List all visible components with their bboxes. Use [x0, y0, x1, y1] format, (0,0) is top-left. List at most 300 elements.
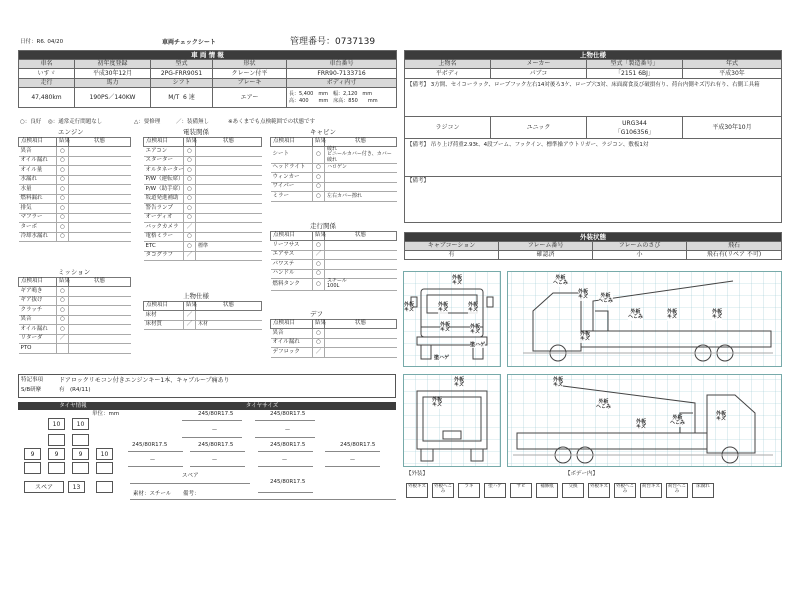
vi-header: 車台番号 [287, 60, 397, 69]
diff-title: デフ [310, 310, 323, 318]
check-item-state [69, 166, 131, 176]
cab-caution: 有 [405, 251, 499, 260]
damage-outer: 外板 [432, 397, 443, 403]
shift-type: M/T [168, 93, 180, 101]
damage-outer: 外板 [553, 377, 564, 383]
check-item-state [325, 182, 397, 192]
check-item-result: ○ [57, 325, 69, 335]
diff-section [270, 310, 396, 358]
check-item-name: スターター [144, 156, 184, 166]
damage-outer: 外板 [555, 275, 566, 281]
damage-scratch: キズ [438, 307, 448, 314]
check-item-result: ○ [57, 296, 69, 306]
check-item-state [196, 194, 262, 204]
tire-slot [48, 434, 65, 446]
check-item-name: シート [271, 147, 313, 164]
tire-slot [72, 434, 89, 446]
damage-paint-peel: 塗ハゲ [434, 355, 450, 361]
check-row [19, 325, 131, 335]
check-row [271, 260, 397, 270]
damage-label [440, 323, 450, 334]
check-item-name: 燃料漏れ [19, 194, 57, 204]
check-item-state [196, 251, 262, 261]
check-item-name: 電格ミラー [144, 232, 184, 242]
check-item-name: 床材 [144, 311, 184, 321]
damage-outer: 外板 [438, 302, 449, 308]
check-item-state [69, 325, 131, 335]
check-header-state: 状態 [325, 232, 397, 241]
upper-body-title: 上物仕様 [405, 51, 782, 60]
check-item-name: リーフサス [271, 241, 313, 251]
damage-label [553, 276, 568, 287]
check-row [144, 194, 262, 204]
damage-scratch: キズ [553, 382, 563, 389]
management-number [290, 38, 375, 47]
engine-table [18, 137, 131, 242]
check-item-state: スチール 100L [325, 279, 397, 291]
tire-size-r3: 245/80R17.5 [270, 442, 306, 448]
vi-header: ボディ内寸 [287, 79, 397, 88]
tire-unit: 単位：mm [92, 411, 120, 417]
check-item-state [325, 173, 397, 183]
check-item-name: クラッチ [19, 306, 57, 316]
legend-box: 外板キズ [406, 483, 428, 498]
check-item-name: オイル漏れ [19, 156, 57, 166]
tire-line [182, 420, 242, 421]
shift [151, 88, 213, 108]
damage-outer: 外板 [404, 302, 415, 308]
check-item-name: デフロック [271, 348, 313, 358]
body-shape: クレーン付平 [213, 69, 287, 79]
tire-size-r4: 245/80R17.5 [340, 442, 376, 448]
damage-label [580, 332, 590, 343]
legend-good: ○：良好 [20, 119, 42, 125]
check-header-state: 状態 [69, 278, 131, 287]
crane-remarks: 【備考】 吊り上げ荷重2.93t、4段ブーム、フックイン、標準操アウトリガー、ラジコン、敷板1対 [405, 139, 782, 177]
damage-dent: へこみ [596, 404, 612, 411]
mission-title: ミッション [58, 268, 91, 276]
damage-dent: へこみ [553, 280, 569, 287]
cargo-spec-table [143, 301, 262, 330]
damage-label [716, 412, 726, 423]
check-item-name: ギア鳴き [19, 287, 57, 297]
check-item-name: ハンドル [271, 269, 313, 279]
check-header-item: 点検項目 [19, 138, 57, 147]
tire-line [258, 466, 313, 467]
check-row [19, 204, 131, 214]
tire-slot [72, 462, 89, 474]
check-header-state: 状態 [196, 138, 262, 147]
check-item-state: 左右カバー擦れ [325, 192, 397, 202]
check-row [144, 156, 262, 166]
frame-rust: 小 [593, 251, 687, 260]
issue-date: 日付：R6. 04/20 [20, 39, 64, 45]
damage-scratch: キズ [712, 314, 722, 321]
ub-header: 型式「製造番号」 [587, 60, 683, 69]
mileage: 47,480km [19, 88, 75, 108]
legend-box: 外板へこみ [614, 483, 636, 498]
truck-diagram [403, 271, 783, 468]
diff-table [270, 319, 397, 358]
tire-line [128, 466, 183, 467]
crane-model [587, 117, 683, 139]
check-row [144, 166, 262, 176]
check-item-name: 燃料タンク [271, 279, 313, 291]
tire-size-fl: 245/80R17.5 [198, 411, 234, 417]
crane-year: 平成30年10月 [683, 117, 782, 139]
check-item-result: ○ [313, 279, 325, 291]
tire-line [130, 499, 396, 500]
check-item-result: ○ [57, 194, 69, 204]
check-row [144, 185, 262, 195]
check-item-state [196, 175, 262, 185]
damage-label [452, 276, 462, 287]
engine-title: エンジン [58, 128, 84, 136]
check-item-name: オルタネーター [144, 166, 184, 176]
check-item-result: ○ [313, 241, 325, 251]
vi-header: ブレーキ [213, 79, 287, 88]
check-row [271, 182, 397, 192]
ap-header: 飛石 [687, 242, 782, 251]
chassis-number: FRR90-7133716 [287, 69, 397, 79]
check-row [144, 147, 262, 157]
check-item-result: ○ [57, 166, 69, 176]
check-row [271, 329, 397, 339]
legend-box: ラキ [458, 483, 480, 498]
vi-header: 馬力 [75, 79, 151, 88]
check-item-result: ○ [313, 163, 325, 173]
legend-box: 荷台キズ [640, 483, 662, 498]
check-row [19, 156, 131, 166]
frame-number: 確認済 [499, 251, 593, 260]
check-row [271, 173, 397, 183]
check-row [19, 334, 131, 344]
check-item-state [196, 223, 262, 233]
notes-box [18, 374, 396, 398]
check-item-result: ／ [184, 311, 196, 321]
check-item-name: 警告ランプ [144, 204, 184, 214]
check-header-result: 結果 [184, 138, 196, 147]
ap-header: キャブコーション [405, 242, 499, 251]
check-item-state [196, 213, 262, 223]
damage-outer: 外板 [636, 419, 647, 425]
vi-header: 車名 [19, 60, 75, 69]
model-code: 2PG-FRR90S1 [151, 69, 213, 79]
check-row [271, 163, 397, 173]
check-item-result: ○ [184, 204, 196, 214]
check-header-result: 結果 [313, 232, 325, 241]
tire-size-r1: 245/80R17.5 [132, 442, 168, 448]
ub-header: 上物名 [405, 60, 491, 69]
legend-body-title: 【ボデー内】 [565, 471, 599, 477]
check-row [144, 311, 262, 321]
check-item-result: ○ [313, 269, 325, 279]
ub-name: 平ボディ [405, 69, 491, 79]
tire-line [190, 466, 245, 467]
damage-outer: 外板 [712, 309, 723, 315]
tire-slot [48, 462, 65, 474]
damage-scratch: キズ [470, 329, 480, 336]
cargo-spec-title: 上物仕様 [183, 292, 209, 300]
check-item-result: ○ [57, 232, 69, 242]
check-row [19, 344, 131, 354]
check-item-state [325, 250, 397, 260]
check-item-name: 異音 [19, 147, 57, 157]
check-item-state: 木材 [196, 320, 262, 330]
management-number-value: 0737139 [335, 37, 376, 47]
tire-info-title: タイヤ情報 [18, 402, 128, 410]
check-row [144, 223, 262, 233]
check-item-name: エアコン [144, 147, 184, 157]
check-item-state [69, 287, 131, 297]
check-header-state: 状態 [325, 138, 397, 147]
body-dims-line1: 長：5,400 mm 幅：2,120 mm [289, 90, 373, 97]
check-item-name: ヘッドライト [271, 163, 313, 173]
appearance-title: 外装状態 [405, 233, 782, 242]
check-item-result: ○ [184, 175, 196, 185]
legend-none: ／：装備無し [176, 119, 210, 125]
damage-scratch: キズ [432, 402, 442, 409]
tire-size-spare: 245/80R17.5 [270, 479, 306, 485]
damage-outer: 外板 [667, 309, 678, 315]
check-row [19, 185, 131, 195]
check-row [19, 194, 131, 204]
tire-line [258, 492, 313, 493]
damage-label [404, 303, 414, 314]
check-item-state [196, 204, 262, 214]
check-item-state [196, 147, 262, 157]
legend-box: 外板キズ [588, 483, 610, 498]
check-item-name: バックカメラ [144, 223, 184, 233]
running-title: 走行関係 [310, 222, 336, 230]
check-item-name: オイル漏れ [271, 338, 313, 348]
damage-scratch: キズ [716, 416, 726, 423]
check-row [19, 147, 131, 157]
check-item-result: ○ [57, 156, 69, 166]
damage-label [712, 310, 722, 321]
tire-line [190, 451, 245, 452]
tire-rear-4: 10 [96, 448, 113, 460]
electrical-section [143, 128, 261, 261]
tire-rear-3: 9 [72, 448, 89, 460]
check-row [19, 306, 131, 316]
check-item-name: ETC [144, 242, 184, 252]
extra-remarks: 【備考】 [405, 177, 782, 223]
check-row [19, 296, 131, 306]
check-item-state [69, 223, 131, 233]
electrical-title: 電装関係 [183, 128, 209, 136]
check-item-result: ○ [313, 173, 325, 183]
check-item-name: ミラー [271, 192, 313, 202]
check-item-name: 異音 [19, 315, 57, 325]
mission-section [18, 268, 130, 354]
damage-label [636, 420, 646, 431]
appearance-table [404, 232, 782, 260]
check-row [271, 147, 397, 164]
check-item-name: エアサス [271, 250, 313, 260]
cabin-section [270, 128, 396, 202]
damage-outer: 外板 [468, 302, 479, 308]
check-item-state [69, 213, 131, 223]
spare-size-label: スペア [182, 473, 199, 479]
legend-box: 補修痕 [536, 483, 558, 498]
check-header-item: 点検項目 [271, 320, 313, 329]
vi-header: 形状 [213, 60, 287, 69]
tire-rear-1: 9 [24, 448, 41, 460]
check-item-name: 冷却水漏れ [19, 232, 57, 242]
damage-scratch: キズ [404, 307, 414, 314]
legend-box: サビ [510, 483, 532, 498]
tire-size-title: タイヤサイズ [128, 402, 396, 410]
check-item-result: ○ [313, 338, 325, 348]
check-row [271, 241, 397, 251]
tire-slot [96, 481, 113, 493]
check-item-result: ○ [57, 185, 69, 195]
ub-header: 年式 [683, 60, 782, 69]
check-row [19, 175, 131, 185]
notes-label: 特記事項 [21, 377, 44, 383]
check-item-state [325, 348, 397, 358]
sheet-title: 車両チェックシート [162, 39, 216, 46]
crane-model-name: URG344 [622, 119, 647, 127]
check-header-result: 結果 [313, 138, 325, 147]
damage-label [454, 378, 464, 389]
damage-outer: 外板 [454, 377, 465, 383]
legend-outer-title: 【外装】 [406, 471, 429, 477]
running-section [270, 222, 396, 291]
check-item-result: ／ [57, 334, 69, 344]
check-item-name: マフラー [19, 213, 57, 223]
check-item-name: ウィンカー [271, 173, 313, 183]
running-table [270, 231, 397, 291]
check-item-result: ／ [313, 250, 325, 260]
brake: エアー [213, 88, 287, 108]
check-item-state [69, 334, 131, 344]
check-item-state [69, 204, 131, 214]
check-header-result: 結果 [184, 302, 196, 311]
damage-scratch: キズ [454, 382, 464, 389]
tire-dash: — [285, 427, 290, 433]
check-item-result: ○ [184, 213, 196, 223]
crane-maker: ユニック [491, 117, 587, 139]
upper-body-table [404, 50, 782, 223]
vehicle-info-table [18, 50, 397, 108]
check-item-result: ○ [57, 213, 69, 223]
check-item-result: ／ [313, 348, 325, 358]
tire-front-right: 10 [72, 418, 89, 430]
damage-outer: 外板 [716, 411, 727, 417]
check-row [19, 232, 131, 242]
cabin-table [270, 137, 397, 202]
check-item-name: オイル漏れ [19, 325, 57, 335]
vi-header: 型式 [151, 60, 213, 69]
check-item-name: P/W（運転席） [144, 175, 184, 185]
check-item-name: PTO [19, 344, 57, 354]
check-item-result: ○ [184, 194, 196, 204]
tire-line [325, 466, 380, 467]
check-header-item: 点検項目 [271, 138, 313, 147]
damage-label [667, 310, 677, 321]
check-row [19, 315, 131, 325]
check-header-result: 結果 [57, 278, 69, 287]
check-row [19, 213, 131, 223]
damage-dent: へこみ [628, 314, 644, 321]
check-item-name: 水量 [19, 185, 57, 195]
check-row [271, 250, 397, 260]
legend-note: ※あくまでも点検範囲での状態です [228, 119, 316, 125]
check-row [144, 213, 262, 223]
check-header-item: 点検項目 [19, 278, 57, 287]
check-item-name: リターダ [19, 334, 57, 344]
damage-label [470, 325, 480, 336]
check-item-result [57, 344, 69, 354]
notes-text: ドアロックリモコン付きエンジンキー1本、キャブループ痛あり [59, 377, 230, 384]
check-row [144, 242, 262, 252]
check-item-result: ○ [57, 287, 69, 297]
tire-remarks: 備考： [183, 491, 200, 497]
check-header-item: 点検項目 [144, 138, 184, 147]
tire-size-fr: 245/80R17.5 [270, 411, 306, 417]
damage-dent: へこみ [598, 298, 614, 305]
check-item-name: 水漏れ [19, 175, 57, 185]
tire-line [258, 451, 313, 452]
damage-outer: 外板 [470, 324, 481, 330]
damage-outer: 外板 [580, 331, 591, 337]
check-header-state: 状態 [196, 302, 262, 311]
check-item-state [69, 296, 131, 306]
tire-line [255, 420, 315, 421]
tire-material: 素材：スチール [133, 491, 172, 497]
check-item-name: オーディオ [144, 213, 184, 223]
vi-header: 初年度登録 [75, 60, 151, 69]
check-item-name: タコグラフ [144, 251, 184, 261]
check-item-state: 標準 [196, 242, 262, 252]
damage-outer: 外板 [440, 322, 451, 328]
damage-outer: 外板 [598, 399, 609, 405]
management-number-label: 管理番号： [290, 37, 336, 47]
tire-slot [24, 462, 41, 474]
vi-header: 走行 [19, 79, 75, 88]
check-row [144, 320, 262, 330]
crane-serial: 「G106356」 [614, 128, 655, 136]
check-item-result: ○ [57, 204, 69, 214]
check-header-result: 結果 [313, 320, 325, 329]
check-item-state: 破れ ビニールカバー付き、カバー破れ [325, 147, 397, 164]
check-item-result: ○ [184, 166, 196, 176]
check-item-result: ○ [184, 232, 196, 242]
check-item-state [69, 306, 131, 316]
check-item-result: ○ [313, 182, 325, 192]
check-item-state [196, 232, 262, 242]
left-side-panel [508, 272, 782, 367]
check-item-state [69, 156, 131, 166]
check-header-state: 状態 [69, 138, 131, 147]
damage-label [596, 400, 611, 411]
check-item-result: ○ [184, 242, 196, 252]
check-item-result: ○ [184, 156, 196, 166]
damage-scratch: キズ [440, 327, 450, 334]
damage-scratch: キズ [667, 314, 677, 321]
check-item-state [69, 175, 131, 185]
check-item-state [69, 232, 131, 242]
check-item-name: オイル量 [19, 166, 57, 176]
check-item-result: ○ [184, 147, 196, 157]
damage-scratch: キズ [578, 294, 588, 301]
vehicle-info-title: 車 両 情 報 [19, 51, 397, 60]
damage-label [628, 310, 643, 321]
check-header-result: 結果 [57, 138, 69, 147]
check-item-result: ○ [57, 223, 69, 233]
